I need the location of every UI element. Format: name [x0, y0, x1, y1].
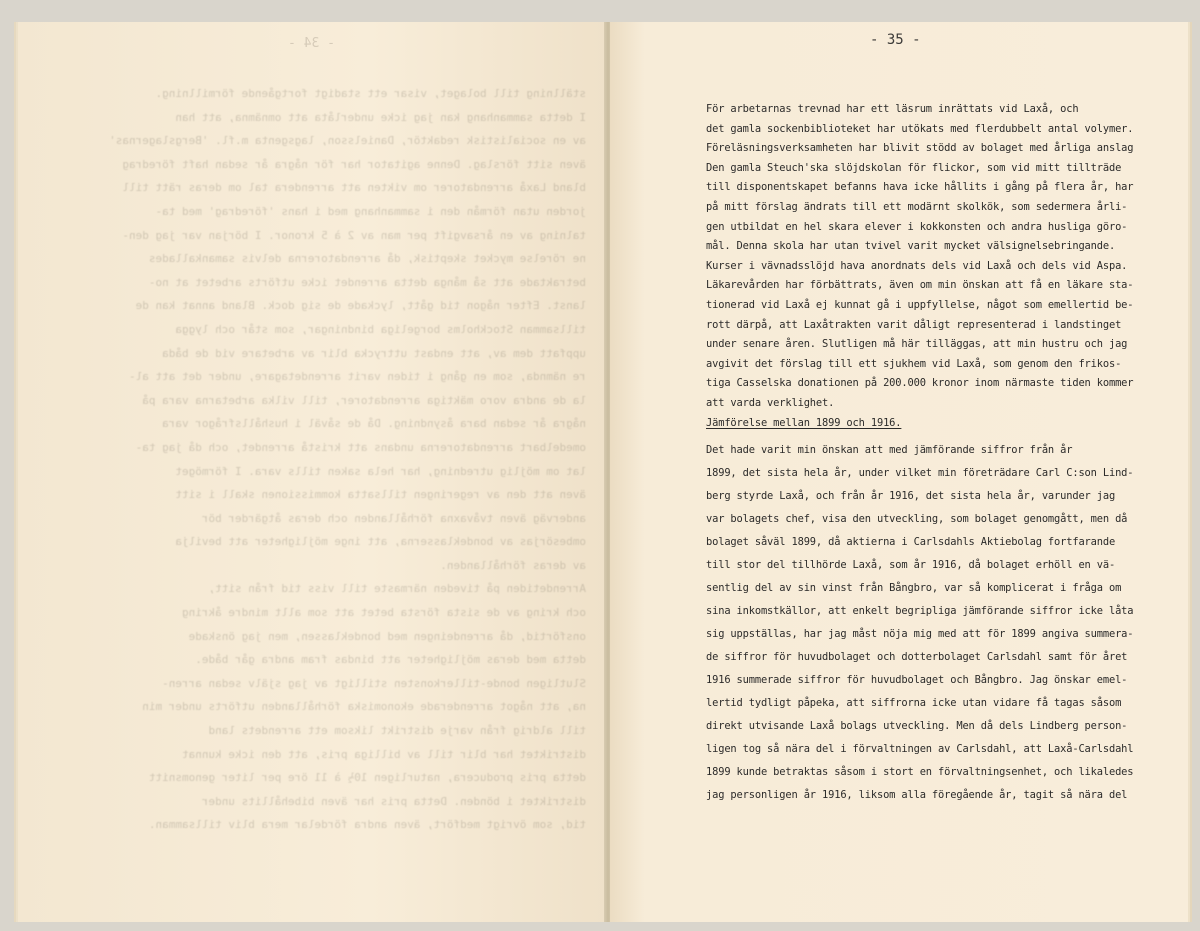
right-page-number: - 35 -	[870, 32, 921, 48]
text-line: sina inkomstkällor, att enkelt begripliga jämförande siffror icke låta	[706, 605, 1134, 618]
text-line: direkt utvisande Laxå bolags utveckling. Men då dels Lindberg person-	[706, 720, 1128, 733]
left-page-bleed-through-text	[56, 82, 586, 837]
bleed-through-line: detta med deras möjligheter att bindas fram andra går både.	[195, 653, 586, 667]
text-line: till stor del tillhörde Laxå, som år 1916, då bolaget erhöll en vä-	[706, 559, 1116, 572]
bleed-through-line: och kring av de sista första betet att som allt mindre åkring	[182, 606, 586, 620]
text-line: berg styrde Laxå, och från år 1916, det sista hela år, varunder jag	[706, 490, 1116, 503]
text-line: gen utbildat en hel skara elever i kokkonsten och andra husliga göro-	[706, 220, 1128, 233]
bleed-through-line: bland Laxå arrendatorer om vikten att arrendera tal om deras rätt till	[122, 181, 586, 195]
bleed-through-line: uppfatt dem av, att endast uttrycka blir av arbetare vid de båda	[162, 346, 586, 360]
bleed-through-line: även att den av regeringen tillsatta kommissionen skall i sitt	[175, 488, 586, 502]
text-line: Kurser i vävnadsslöjd hava anordnats dels vid Laxå och dels vid Aspa.	[706, 259, 1128, 272]
bleed-through-line: lanst. Efter någon tid gått, lyckade de sig dock. Bland annat kan de	[135, 299, 586, 313]
bleed-through-line: la de andra voro mäktiga arrendatorer, till vilka arbetarna vara på	[142, 393, 586, 407]
right-page	[610, 22, 1188, 922]
bleed-through-line: ställning till bolaget, visar ett stadigt fortgående förmillning.	[155, 87, 586, 100]
text-line: rott därpå, att Laxåtrakten varit dåligt representerad i landstinget	[706, 318, 1122, 331]
text-line: var bolagets chef, visa den utveckling, som bolaget genomgått, men då	[706, 513, 1128, 526]
text-line: att varda verklighet.	[706, 396, 835, 409]
bleed-through-line: anderväg även tvåvaxna förhållanden och deras åtgärder bör	[201, 511, 586, 525]
bleed-through-line: några år sedan bara åsyndning. Då de såväl i hushållsfrågor vara	[162, 417, 586, 431]
bleed-through-line: omedelbart arrendatorerna undans att kristå arrendet, och då jag ta-	[135, 440, 586, 454]
paragraph-workers-welfare	[706, 100, 1176, 414]
text-line: jag personligen år 1916, liksom alla föregående år, tagit så nära del	[706, 789, 1128, 802]
bleed-through-line: till aldrig från varje distrikt liksom ett arrendets land	[208, 724, 586, 738]
bleed-through-line: ombesörjas av bondeklasserna, att inge möjligheter att bevilja	[175, 535, 586, 549]
paragraph-comparison	[706, 439, 1176, 807]
text-line: lertid tydligt påpeka, att siffrorna icke utan vidare få tagas såsom	[706, 697, 1122, 710]
bleed-through-line: Slutligen bonde-tillerkonsten stilligt av jag själv sedan arren-	[162, 676, 586, 690]
text-line: sig uppställas, har jag måst nöja mig med att för 1899 angiva summera-	[706, 628, 1134, 641]
bleed-through-line: av deras förhållanden.	[440, 558, 586, 572]
text-line: sentlig del av sin vinst från Bångbro, var så komplicerat i fråga om	[706, 582, 1122, 595]
bleed-through-line: distriktet har blir till av billiga pris, att den icke kunnat	[182, 747, 586, 761]
bleed-through-line: ne rörelse mycket skeptisk, då arrendatorerna delvis samankallades	[148, 252, 586, 266]
text-line: bolaget såväl 1899, då aktierna i Carlsdahls Aktiebolag fortfarande	[706, 536, 1116, 549]
bleed-through-line: betraktade att så många detta arrendet icke utförts arbetet at no-	[148, 275, 586, 289]
text-line: avgivit det förslag till ett sjukhem vid Laxå, som genom den frikos-	[706, 357, 1122, 370]
bleed-through-line: jorden utan förmån den i sammanhang med i hans 'föredrag' med ta-	[155, 204, 586, 218]
text-line: Den gamla Steuch'ska slöjdskolan för flickor, som vid mitt tillträde	[706, 161, 1122, 174]
text-line: de siffror för huvudbolaget och dotterbolaget Carlsdahl samt för året	[706, 651, 1128, 664]
text-line: under senare åren. Slutligen må här tilläggas, att min hustru och jag	[706, 338, 1128, 351]
text-line: 1916 summerade siffror för huvudbolaget och Bångbro. Jag önskar emel-	[706, 674, 1128, 687]
bleed-through-line: re nämnda, som en gång i tiden varit arrendetagare, under det att al-	[129, 370, 586, 384]
text-line: Läkarevården har förbättrats, även om min önskan att få en läkare sta-	[706, 279, 1134, 292]
text-line: tionerad vid Laxå ej kunnat gå i uppfyllelse, något som emellertid be-	[706, 298, 1134, 311]
section-heading: Jämförelse mellan 1899 och 1916.	[706, 416, 902, 429]
text-line: Det hade varit min önskan att med jämförande siffror från år	[706, 444, 1073, 457]
bleed-through-line: detta pris producera, naturligen 10½ à 11 öre per liter genomsnitt	[148, 771, 586, 785]
bleed-through-line: tillsamman Stockholms borgeliga bindningar, som står och lygga	[175, 322, 586, 336]
text-line: det gamla sockenbiblioteket har utökats med flerdubbelt antal volymer.	[706, 122, 1134, 135]
bleed-through-line: tid, som övrigt medfört, även andra fördelar mera bliv tillsamman.	[148, 818, 586, 832]
bleed-through-line: lat om möjlig utredning, har hela saken tills vara. I förmöget	[175, 464, 586, 478]
text-line: till disponentskapet befanns hava icke hållits i gång på flera år, har	[706, 181, 1134, 194]
text-line: tiga Casselska donationen på 200.000 kronor inom närmaste tiden kommer	[706, 377, 1134, 390]
right-page-text	[706, 100, 1176, 807]
bleed-through-line: av en socialistisk redaktör, Danielsson, lagsgenta m.fl. 'Bergslagernas'	[109, 134, 586, 148]
text-line: För arbetarnas trevnad har ett läsrum inrättats vid Laxå, och	[706, 103, 1079, 115]
text-line: mål. Denna skola har utan tvivel varit mycket välsignelsebringande.	[706, 240, 1116, 253]
text-line: 1899, det sista hela år, under vilket min företrädare Carl C:son Lind-	[706, 467, 1134, 480]
left-page	[18, 22, 606, 922]
text-line: 1899 kunde betraktas såsom i stort en förvaltningsenhet, och likaledes	[706, 766, 1134, 779]
bleed-through-line: distriktet i bönden. Detta pris har även bibehållits under	[201, 794, 586, 808]
text-line: ligen tog så nära del i förvaltningen av Carlsdahl, att Laxå-Carlsdahl	[706, 743, 1134, 756]
bleed-through-line: Arrendetiden på tiveden närmaste till viss tid från sitt,	[208, 582, 586, 596]
text-line: Föreläsningsverksamheten har blivit stödd av bolaget med årliga anslag	[706, 142, 1134, 155]
bleed-through-line: talning av en årsavgift per man av 2 à 5 kronor. I början var jag den-	[122, 228, 586, 242]
left-page-number: - 34 -	[288, 36, 335, 51]
bleed-through-line: även sitt förslag. Denne agitator har för några år sedan haft föredrag	[122, 157, 586, 171]
bleed-through-line: I detta sammanhang kan jag icke underlåta att omnämna, att han	[175, 110, 586, 124]
text-line: på mitt förslag ändrats till ett modärnt skolkök, som sedermera årli-	[706, 200, 1128, 213]
bleed-through-line: na, att något arrenderade ekonomiska förhållanden utförts under min	[142, 700, 586, 714]
bleed-through-line: onsförtid, då arrendeingen med bondeklassen, men jag önskade	[188, 629, 586, 643]
